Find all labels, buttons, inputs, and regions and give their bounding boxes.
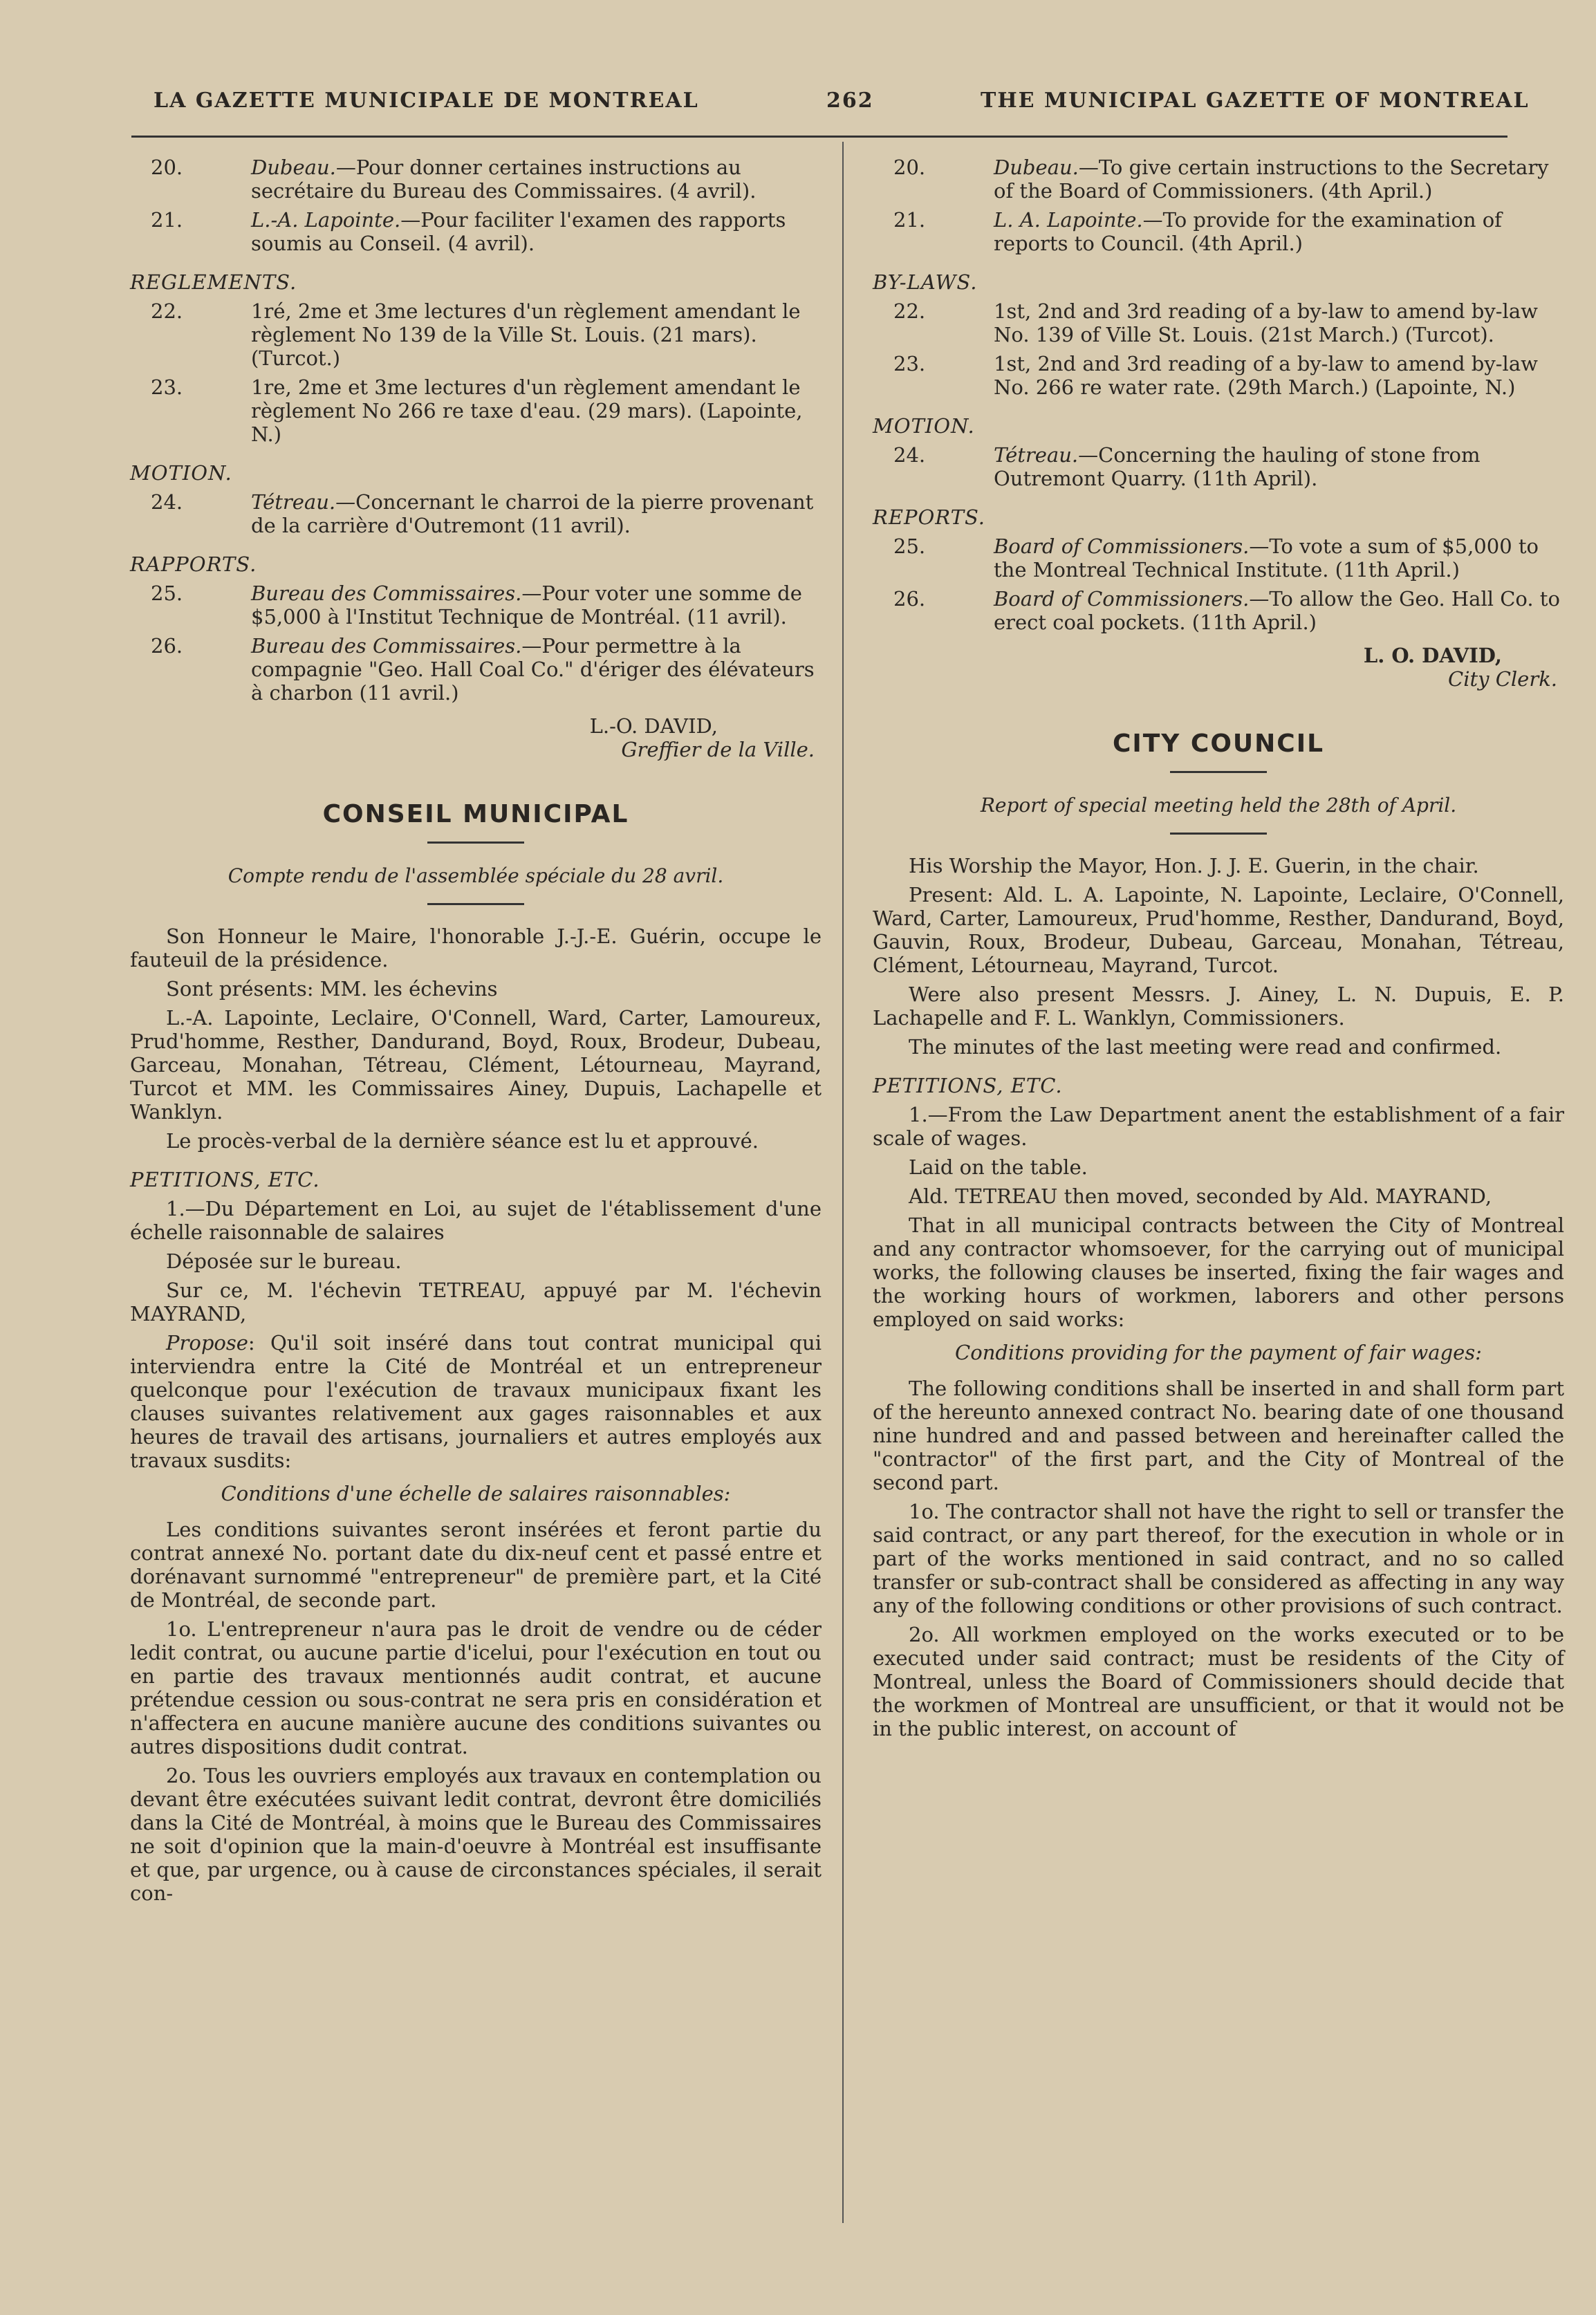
agenda-item: 21. L.-A. Lapointe.—Pour faciliter l'examen des rapports soumis au Conseil. (4 avril). bbox=[151, 208, 786, 255]
paragraph: His Worship the Mayor, Hon. J. J. E. Guerin, in the chair. bbox=[909, 854, 1479, 877]
paragraph: The minutes of the last meeting were read and confirmed. bbox=[909, 1035, 1502, 1059]
signature-name: L. O. DAVID, bbox=[1363, 644, 1502, 667]
conditions-heading: Conditions providing for the payment of fair wages: bbox=[955, 1341, 1482, 1364]
section-heading: MOTION. bbox=[873, 414, 975, 438]
column-divider bbox=[842, 142, 844, 2223]
section-heading: REPORTS. bbox=[873, 505, 986, 529]
section-heading: PETITIONS, ETC. bbox=[873, 1074, 1063, 1097]
paragraph: 2o. All workmen employed on the works executed or to be executed under said contract; must be residents of the City of Montreal, unless the Board of Commissioners should decide that the workmen of Montreal are unsufficient, or that it would not be in the public interest, on account of bbox=[873, 1623, 1564, 1740]
paragraph: Son Honneur le Maire, l'honorable J.-J.-E. Guérin, occupe le fauteuil de la présidence. bbox=[130, 924, 822, 971]
council-title: CONSEIL MUNICIPAL bbox=[322, 800, 629, 828]
agenda-item: 25. Bureau des Commissaires.—Pour voter une somme de $5,000 à l'Institut Technique de Montréal. (11 avril). bbox=[151, 582, 802, 629]
paragraph: 2o. Tous les ouvriers employés aux travaux en contemplation ou devant être exécutées suivant ledit contrat, devront être domiciliés dans la Cité de Montréal, à moins que le Bureau des Commissaires ne soit d'opinion que la main-d'oeuvre à Montréal est insuffisante et que, par urgence, ou à cause de circonstances spéciales, il serait con- bbox=[130, 1764, 822, 1905]
signature-title: Greffier de la Ville. bbox=[621, 738, 815, 761]
title-rule bbox=[427, 903, 524, 905]
header-english-title: THE MUNICIPAL GAZETTE OF MONTREAL bbox=[981, 89, 1530, 113]
paragraph: 1.—From the Law Department anent the establishment of a fair scale of wages. bbox=[873, 1103, 1564, 1150]
agenda-item: 26. Bureau des Commissaires.—Pour permettre à la compagnie "Geo. Hall Coal Co." d'ériger des élévateurs à charbon (11 avril.) bbox=[151, 634, 815, 705]
french-column bbox=[130, 156, 822, 1910]
paragraph: Present: Ald. L. A. Lapointe, N. Lapointe, Leclaire, O'Connell, Ward, Carter, Lamoureux, Prud'homme, Resther, Dandurand, Boyd, Gauvin, Roux, Brodeur, Dubeau, Garceau, Monahan, Tétreau, Clément, Létourneau, Mayrand, Turcot. bbox=[873, 883, 1564, 977]
title-rule bbox=[1170, 833, 1267, 835]
title-rule bbox=[427, 842, 524, 844]
page-number: 262 bbox=[826, 89, 874, 113]
paragraph: L.-A. Lapointe, Leclaire, O'Connell, Ward, Carter, Lamoureux, Prud'homme, Resther, Dandurand, Boyd, Roux, Brodeur, Dubeau, Garceau, Monahan, Tétreau, Clément, Létourneau, Mayrand, Turcot et MM. les Commissaires Ainey, Dupuis, Lachapelle et Wanklyn. bbox=[130, 1006, 822, 1124]
paragraph: 1o. L'entrepreneur n'aura pas le droit de vendre ou de céder ledit contrat, ou aucune partie d'icelui, pour l'exécution en tout ou en partie des travaux mentionnés audit contrat, et aucune prétendue cession ou sous-contrat ne sera pris en considération et n'affectera en aucune manière aucune des conditions suivantes ou autres dispositions dudit contrat. bbox=[130, 1617, 822, 1758]
agenda-item: 22. 1st, 2nd and 3rd reading of a by-law to amend by-law No. 139 of Ville St. Louis. (21st March.) (Turcot). bbox=[893, 299, 1538, 346]
paragraph: Ald. TETREAU then moved, seconded by Ald. MAYRAND, bbox=[909, 1184, 1492, 1208]
paragraph: Le procès-verbal de la dernière séance est lu et approuvé. bbox=[166, 1129, 759, 1153]
signature-title: City Clerk. bbox=[1448, 667, 1557, 691]
signature bbox=[130, 714, 822, 761]
paragraph: Les conditions suivantes seront insérées et feront partie du contrat annexé No. portant date du dix-neuf cent et passé entre et dorénavant surnommé "entrepreneur" de première part, et la Cité de Montréal, de seconde part. bbox=[130, 1518, 822, 1612]
paragraph: Laid on the table. bbox=[909, 1155, 1088, 1179]
section-heading: RAPPORTS. bbox=[130, 552, 257, 576]
paragraph: Déposée sur le bureau. bbox=[166, 1249, 402, 1273]
agenda-item: 25. Board of Commissioners.—To vote a sum of $5,000 to the Montreal Technical Institute. (11th April.) bbox=[893, 534, 1539, 582]
agenda-item: 24. Tétreau.—Concernant le charroi de la pierre provenant de la carrière d'Outremont (11 avril). bbox=[151, 490, 814, 537]
header-rule bbox=[131, 136, 1507, 138]
title-rule bbox=[1170, 771, 1267, 773]
paragraph: Were also present Messrs. J. Ainey, L. N. Dupuis, E. P. Lachapelle and F. L. Wanklyn, Commissioners. bbox=[873, 983, 1564, 1030]
agenda-item: 23. 1st, 2nd and 3rd reading of a by-law to amend by-law No. 266 re water rate. (29th March.) (Lapointe, N.) bbox=[893, 352, 1538, 399]
agenda-item: 24. Tétreau.—Concerning the hauling of stone from Outremont Quarry. (11th April). bbox=[893, 443, 1481, 490]
agenda-item: 21. L. A. Lapointe.—To provide for the examination of reports to Council. (4th April.) bbox=[893, 208, 1502, 255]
agenda-item: 26. Board of Commissioners.—To allow the Geo. Hall Co. to erect coal pockets. (11th April.) bbox=[893, 587, 1560, 634]
english-column bbox=[873, 156, 1564, 1746]
paragraph: Sont présents: MM. les échevins bbox=[166, 977, 498, 1001]
council-title: CITY COUNCIL bbox=[1112, 729, 1325, 758]
paragraph: Sur ce, M. l'échevin TETREAU, appuyé par M. l'échevin MAYRAND, bbox=[130, 1279, 822, 1326]
paragraph: 1.—Du Département en Loi, au sujet de l'établissement d'une échelle raisonnable de salaires bbox=[130, 1197, 822, 1244]
agenda-item: 22. 1ré, 2me et 3me lectures d'un règlement amendant le règlement No 139 de la Ville St. Louis. (21 mars). (Turcot.) bbox=[151, 299, 801, 370]
section-heading: MOTION. bbox=[130, 461, 232, 485]
signature bbox=[873, 644, 1564, 691]
agenda-item: 20. Dubeau.—Pour donner certaines instructions au secrétaire du Bureau des Commissaires. (4 avril). bbox=[151, 156, 757, 203]
agenda-item: 23. 1re, 2me et 3me lectures d'un règlement amendant le règlement No 266 re taxe d'eau. (29 mars). (Lapointe, N.) bbox=[151, 375, 803, 446]
paragraph: 1o. The contractor shall not have the right to sell or transfer the said contract, or any part thereof, for the execution in whole or in part of the works mentioned in said contract, and no so called transfer or sub-contract shall be considered as affecting in any way any of the following conditions or other provisions of such contract. bbox=[873, 1500, 1564, 1617]
paragraph: That in all municipal contracts between the City of Montreal and any contractor whomsoever, for the carrying out of municipal works, the following clauses be inserted, fixing the fair wages and the working hours of workmen, laborers and other persons employed on said works: bbox=[873, 1214, 1564, 1331]
paragraph: Propose: Qu'il soit inséré dans tout contrat municipal qui interviendra entre la Cité de Montréal et un entrepreneur quelconque pour l'exécution de travaux municipaux fixant les clauses suivantes relativement aux gages raisonnables et aux heures de travail des artisans, journaliers et autres employés aux travaux susdits: bbox=[130, 1331, 822, 1472]
section-heading: PETITIONS, ETC. bbox=[130, 1168, 320, 1191]
signature-name: L.-O. DAVID, bbox=[589, 714, 718, 738]
section-heading: BY-LAWS. bbox=[873, 270, 978, 294]
section-heading: REGLEMENTS. bbox=[130, 270, 297, 294]
council-subtitle: Compte rendu de l'assemblée spéciale du 28 avril. bbox=[228, 864, 724, 887]
conditions-heading: Conditions d'une échelle de salaires raisonnables: bbox=[221, 1482, 731, 1505]
header-french-title: LA GAZETTE MUNICIPALE DE MONTREAL bbox=[154, 89, 699, 113]
council-subtitle: Report of special meeting held the 28th of April. bbox=[980, 794, 1457, 817]
paragraph: The following conditions shall be inserted in and shall form part of the hereunto annexed contract No. bearing date of one thousand nine hundred and and passed between and hereinafter called the "contractor" of the first part, and the City of Montreal of the second part. bbox=[873, 1377, 1564, 1494]
agenda-item: 20. Dubeau.—To give certain instructions to the Secretary of the Board of Commissioners. (4th April.) bbox=[893, 156, 1549, 203]
